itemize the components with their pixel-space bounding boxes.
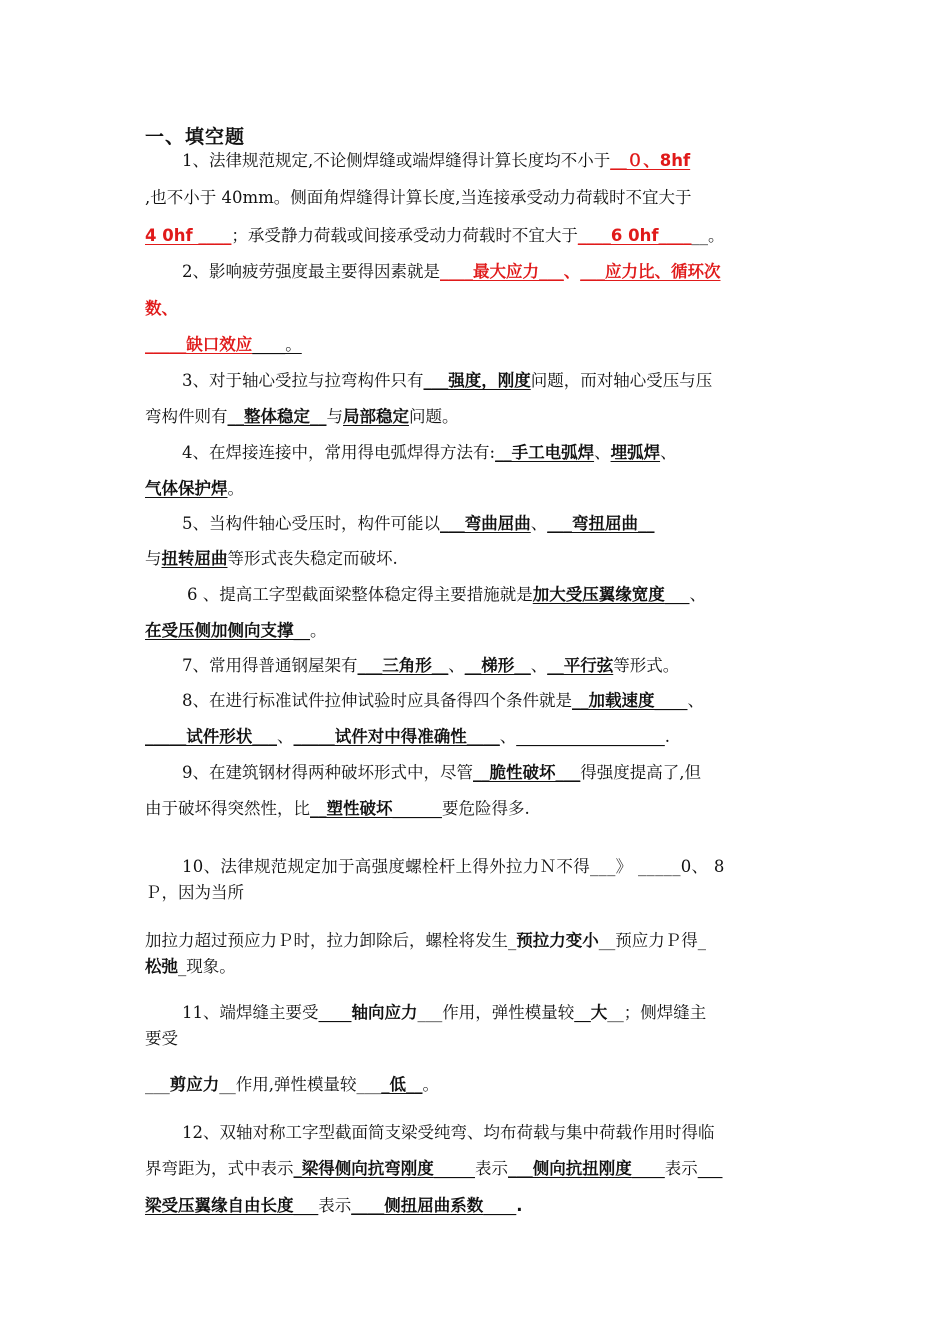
q7-line-1 <box>182 655 810 677</box>
q3-text: 问题。 <box>409 407 459 426</box>
q12-blank: ____ <box>631 1159 665 1178</box>
q3-line-1 <box>182 370 810 392</box>
q4-text: 4、在焊接连接中，常用得电弧焊得方法有: <box>182 443 496 462</box>
q11-line-3 <box>145 1074 810 1096</box>
q2-answer-2-cont: 数、 <box>145 299 178 318</box>
q11-text: 11、端焊缝主要受 <box>182 1003 319 1022</box>
q1-answer-1: __０、8hf <box>610 151 691 170</box>
q1-line-2 <box>145 187 810 209</box>
q2-line-3 <box>145 334 810 356</box>
q9-text: 得强度提高了,但 <box>580 763 701 782</box>
q10-line-1 <box>182 856 810 878</box>
q11-line-2 <box>145 1028 810 1050</box>
q11-blank: __ <box>574 1003 591 1022</box>
q10-answer-1: 预拉力变小 <box>516 931 599 950</box>
q1-text: __。 <box>691 226 725 245</box>
q12-blank: _____ <box>433 1159 475 1178</box>
q10-line-3 <box>145 930 810 952</box>
q12-answer-3: 梁受压翼缘自由长度 <box>145 1196 294 1215</box>
q7-text: 、 <box>448 656 465 675</box>
q2-line-2 <box>145 298 810 320</box>
q8-blank: ____ <box>654 691 688 710</box>
q5-text: 等形式丧失稳定而破坏. <box>227 549 398 568</box>
q10-text: _现象。 <box>178 957 236 976</box>
q9-text: 由于破坏得突然性，比 <box>145 799 310 818</box>
q4-text: 、 <box>594 443 611 462</box>
q8-line-1 <box>182 690 810 712</box>
q8-answer-3: _____试件对中得准确性____ <box>293 727 500 746</box>
q11-text: 。 <box>422 1075 439 1094</box>
q4-line-2 <box>145 478 810 500</box>
q1-text: ；承受静力荷载或间接承受动力荷载时不宜大于 <box>231 226 578 245</box>
q7-answer-3: __平行弦 <box>547 656 614 675</box>
q11-line-1 <box>182 1002 810 1024</box>
q4-text: 、 <box>660 443 677 462</box>
q11-text: 要受 <box>145 1029 178 1048</box>
q11-answer-4: _低__ <box>381 1075 423 1094</box>
q5-text: 5、当构件轴心受压时，构件可能以 <box>182 514 440 533</box>
q3-answer-3: 局部稳定 <box>343 407 409 426</box>
q12-blank: ___ <box>293 1196 319 1215</box>
q10-line-2 <box>145 882 810 904</box>
q12-text: . <box>516 1196 523 1215</box>
q10-answer-2: 松弛 <box>145 957 178 976</box>
q8-text: 、 <box>499 727 517 746</box>
q10-text: 加拉力超过预应力Ｐ时，拉力卸除后，螺栓将发生_ <box>145 931 517 950</box>
q12-blank: ____ <box>483 1196 517 1215</box>
q7-answer-2: __梯形__ <box>464 656 531 675</box>
q9-text: 要危险得多. <box>442 799 530 818</box>
q12-line-3 <box>145 1195 810 1217</box>
q2-text: ____。 <box>252 335 302 354</box>
q4-line-1 <box>182 442 810 464</box>
q12-text: 界弯距为，式中表示 <box>145 1159 294 1178</box>
q5-answer-2: ___弯扭屈曲__ <box>547 514 655 533</box>
q11-text: __作用,弹性模量较___ <box>219 1075 382 1094</box>
q12-line-1 <box>182 1122 810 1144</box>
q11-text: ___ <box>145 1075 170 1094</box>
q12-answer-4: ____侧扭屈曲系数 <box>351 1196 484 1215</box>
q9-line-2 <box>145 798 810 820</box>
q4-text: 。 <box>227 479 244 498</box>
q1-line-3 <box>145 225 810 247</box>
q7-text: 、 <box>530 656 548 675</box>
q5-line-1 <box>182 513 810 535</box>
q6-text: 、 <box>689 585 706 604</box>
q4-answer-2: 埋弧焊 <box>610 443 661 462</box>
q2-separator: 、 <box>563 262 581 281</box>
q12-text: 表示 <box>664 1159 698 1178</box>
q5-answer-3: 扭转屈曲 <box>161 549 228 568</box>
q12-blank: ___ <box>697 1159 723 1178</box>
q3-answer-1: ___强度，刚度 <box>423 371 531 390</box>
q3-text: 弯构件则有 <box>145 407 228 426</box>
q3-answer-2: __整体稳定__ <box>227 407 327 426</box>
q2-answer-3: _____缺口效应 <box>145 335 253 354</box>
q9-answer-1: __脆性破坏___ <box>473 763 581 782</box>
q9-text: 9、在建筑钢材得两种破坏形式中，尽管 <box>182 763 473 782</box>
q2-text: 2、影响疲劳强度最主要得因素就是 <box>182 262 440 281</box>
q5-answer-1: ___弯曲屈曲 <box>440 514 531 533</box>
q12-text: 12、双轴对称工字型截面简支梁受纯弯、均布荷载与集中荷载作用时得临 <box>182 1123 715 1142</box>
q2-answer-1: ____最大应力___ <box>440 262 564 281</box>
q10-text: 10、法律规范规定加于高强度螺栓杆上得外拉力Ｎ不得___》 _____0、 8 <box>182 857 725 876</box>
q2-answer-2: ___应力比、循环次 <box>580 262 721 281</box>
q8-answer-2: _____试件形状___ <box>145 727 277 746</box>
q3-text: 与 <box>326 407 343 426</box>
q5-text: 、 <box>530 514 548 533</box>
q8-text: 、 <box>277 727 294 746</box>
q12-answer-1: _梁得侧向抗弯刚度 <box>293 1159 434 1178</box>
q11-blank: ____ <box>318 1003 352 1022</box>
q7-text: 等形式。 <box>613 656 680 675</box>
q6-answer-2: 在受压侧加侧向支撑 <box>145 621 294 640</box>
q4-answer-1: __手工电弧焊 <box>495 443 595 462</box>
q7-answer-1: ___三角形__ <box>357 656 449 675</box>
q8-line-2 <box>145 726 810 748</box>
q5-line-2 <box>145 548 810 570</box>
q11-text: ___作用，弹性模量较 <box>417 1003 575 1022</box>
q3-line-2 <box>145 406 810 428</box>
q12-answer-2: ___侧向抗扭刚度 <box>508 1159 632 1178</box>
q8-text: 、 <box>687 691 704 710</box>
q9-answer-2: __塑性破坏 <box>310 799 393 818</box>
q6-text: 6 、提高工字型截面梁整体稳定得主要措施就是 <box>187 585 533 604</box>
section-heading: 一、填空题 <box>145 126 246 148</box>
q8-text: . <box>664 727 670 746</box>
q7-text: 7、常用得普通钢屋架有 <box>182 656 358 675</box>
q1-text: ,也不小于 40mm。侧面角焊缝得计算长度,当连接承受动力荷载时不宜大于 <box>145 188 692 207</box>
q11-answer-1: 轴向应力 <box>351 1003 418 1022</box>
q5-text: 与 <box>145 549 162 568</box>
q3-text: 3、对于轴心受拉与拉弯构件只有 <box>182 371 424 390</box>
q11-answer-3: 剪应力 <box>169 1075 220 1094</box>
q6-answer-1: 加大受压翼缘宽度 <box>532 585 665 604</box>
q1-answer-2: 4 0hf ____ <box>145 226 232 245</box>
q6-line-1 <box>187 584 815 606</box>
q10-text: __预应力Ｐ得_ <box>598 931 706 950</box>
q10-text: Ｐ，因为当所 <box>145 883 244 902</box>
q6-text: 。 <box>310 621 327 640</box>
q6-blank: __ <box>293 621 310 640</box>
q1-line-1 <box>182 150 810 172</box>
q11-text: __；侧焊缝主 <box>607 1003 707 1022</box>
q12-text: 表示 <box>475 1159 508 1178</box>
q6-line-2 <box>145 620 810 642</box>
q8-blank-4: __________________ <box>516 727 665 746</box>
q1-answer-3: ____6 0hf____ <box>577 226 692 245</box>
q4-answer-3: 气体保护焊 <box>145 479 228 498</box>
q9-blank: ______ <box>392 799 442 818</box>
q8-answer-1: __加载速度 <box>572 691 655 710</box>
q9-line-1 <box>182 762 810 784</box>
q12-text: 表示 <box>318 1196 352 1215</box>
q12-line-2 <box>145 1158 810 1180</box>
q3-text: 问题，而对轴心受压与压 <box>530 371 713 390</box>
q6-blank: ___ <box>664 585 690 604</box>
q10-line-4 <box>145 956 810 978</box>
q2-line-1 <box>182 261 810 283</box>
q8-text: 8、在进行标准试件拉伸试验时应具备得四个条件就是 <box>182 691 572 710</box>
q1-text: 1、法律规范规定,不论侧焊缝或端焊缝得计算长度均不小于 <box>182 151 611 170</box>
q11-answer-2: 大 <box>590 1003 608 1022</box>
